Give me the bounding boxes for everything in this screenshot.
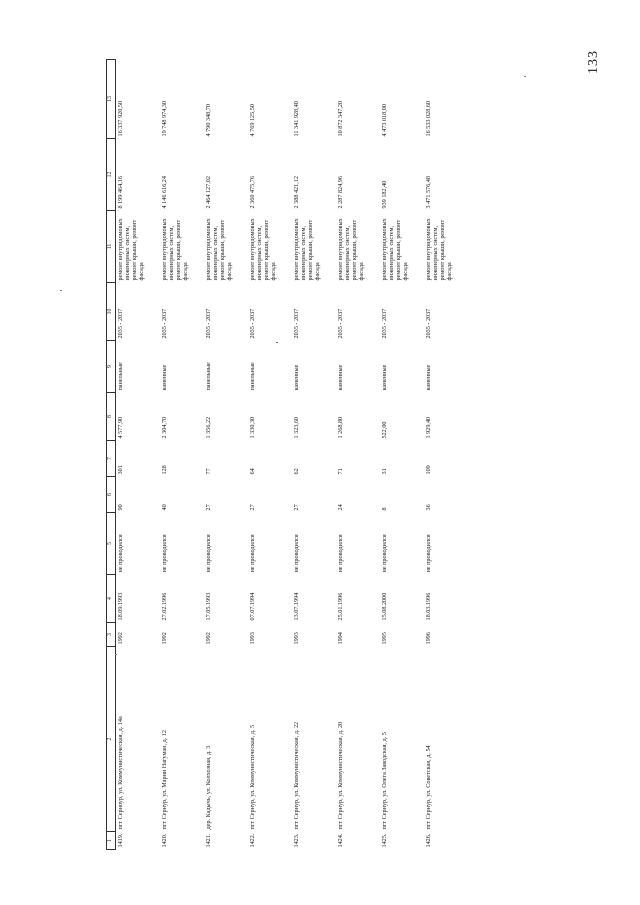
row-number-cell: 1423. xyxy=(292,833,300,848)
wall-material-cell: каменные xyxy=(336,364,344,391)
table-row xyxy=(336,60,380,850)
address-cell: пгт Сернур, ул. Коммунистическая, д. 22 xyxy=(292,721,300,830)
residents-count-cell: 301 xyxy=(117,465,124,475)
row-number-cell: 1420. xyxy=(160,833,168,848)
commission-date-cell: 15.08.2000 xyxy=(380,592,388,621)
total-cost-cell: 4 769 125,50 xyxy=(248,104,256,137)
commission-date-cell: 07.07.1994 xyxy=(248,592,256,621)
column-header: 12 xyxy=(107,139,116,211)
address-cell: пгт Сернур, ул. Коммунистическая, д. 20 xyxy=(336,721,344,830)
inspection-status-cell: не проводился xyxy=(160,534,168,573)
address-cell: пгт Сернур, ул. Коммунистическая, д. 5 xyxy=(248,724,256,830)
cost-estimate-cell: 3 471 576,48 xyxy=(424,176,432,209)
table-row xyxy=(248,60,292,850)
total-area-cell: 1 356,22 xyxy=(204,416,212,439)
year-built-cell: 1992 xyxy=(204,632,212,645)
apartments-count-cell: 40 xyxy=(160,504,168,511)
repair-period-cell: 2035 - 2037 xyxy=(204,308,212,339)
column-header: 10 xyxy=(107,283,116,341)
total-cost-cell: 10 872 347,20 xyxy=(336,100,344,137)
repair-works-cell: ремонт внутридомовых инженерных систем, ремонт крыши, ремонт фасада xyxy=(336,218,365,281)
total-cost-cell: 16 533 028,60 xyxy=(424,100,432,137)
repair-works-cell: ремонт внутридомовых инженерных систем, ремонт крыши, ремонт фасада xyxy=(380,218,409,281)
repair-period-cell: 2035 - 2037 xyxy=(117,308,124,339)
year-built-cell: 1996 xyxy=(424,632,432,645)
row-number-cell: 1419. xyxy=(117,833,124,848)
address-cell: пгт Сернур, ул. Советская, д. 54 xyxy=(424,745,432,830)
total-area-cell: 2 304,70 xyxy=(160,416,168,439)
wall-material-cell: панельные xyxy=(248,362,256,391)
table-row xyxy=(424,60,468,850)
total-cost-cell: 4 790 348,70 xyxy=(204,104,212,137)
table-row xyxy=(116,60,160,850)
inspection-status-cell: не проводился xyxy=(336,534,344,573)
column-header: 6 xyxy=(107,477,116,513)
repair-period-cell: 2035 - 2037 xyxy=(160,308,168,339)
repair-works-cell: ремонт внутридомовых инженерных систем, ремонт крыши, ремонт фасада xyxy=(248,218,277,281)
table-body xyxy=(116,60,468,850)
residents-count-cell: 128 xyxy=(160,465,168,475)
table-row xyxy=(204,60,248,850)
commission-date-cell: 18.03.1996 xyxy=(424,592,432,621)
address-cell: пгт Сернур, ул. Олега Заводская, д. 5 xyxy=(380,732,388,830)
apartments-count-cell: 8 xyxy=(380,507,388,511)
column-header: 2 xyxy=(107,647,116,832)
cost-estimate-cell: 2 287 824,96 xyxy=(336,176,344,209)
cost-estimate-cell: 2 388 421,12 xyxy=(292,176,300,209)
row-number-cell: 1425. xyxy=(380,833,388,848)
repair-period-cell: 2035 - 2037 xyxy=(336,308,344,339)
commission-date-cell: 27.02.1996 xyxy=(160,592,168,621)
column-header: 1 xyxy=(107,832,116,850)
column-header: 7 xyxy=(107,441,116,477)
residents-count-cell: 109 xyxy=(424,465,432,475)
column-header: 11 xyxy=(107,211,116,283)
total-area-cell: 1 323,60 xyxy=(292,416,300,439)
commission-date-cell: 18.09.1993 xyxy=(117,592,124,621)
repair-works-cell: ремонт внутридомовых инженерных систем, ремонт крыши, ремонт фасада xyxy=(292,218,321,281)
commission-date-cell: 25.01.1996 xyxy=(336,592,344,621)
row-number-cell: 1421. xyxy=(204,833,212,848)
repair-period-cell: 2035 - 2037 xyxy=(292,308,300,339)
apartments-count-cell: 24 xyxy=(336,504,344,511)
inspection-status-cell: не проводился xyxy=(117,534,124,573)
total-area-cell: 1 929,40 xyxy=(424,416,432,439)
wall-material-cell: панельные xyxy=(117,362,124,391)
address-cell: пгт Сернур, ул. Марии Нагуман, д. 12 xyxy=(160,730,168,830)
year-built-cell: 1994 xyxy=(336,632,344,645)
wall-material-cell: каменные xyxy=(424,364,432,391)
table-row xyxy=(380,60,424,850)
year-built-cell: 1992 xyxy=(117,632,124,645)
wall-material-cell: каменные xyxy=(160,364,168,391)
buildings-table xyxy=(106,59,468,850)
repair-works-cell: ремонт внутридомовых инженерных систем, ремонт крыши, ремонт фасада xyxy=(117,218,146,281)
year-built-cell: 1993 xyxy=(248,632,256,645)
residents-count-cell: 64 xyxy=(248,468,256,475)
apartments-count-cell: 27 xyxy=(204,504,212,511)
residents-count-cell: 77 xyxy=(204,468,212,475)
table-row xyxy=(160,60,204,850)
total-area-cell: 522,00 xyxy=(380,421,388,439)
wall-material-cell: каменные xyxy=(292,364,300,391)
column-header: 9 xyxy=(107,341,116,393)
rotated-table-container xyxy=(106,60,526,850)
total-cost-cell: 4 473 018,00 xyxy=(380,104,388,137)
repair-period-cell: 2035 - 2037 xyxy=(424,308,432,339)
row-number-cell: 1426. xyxy=(424,833,432,848)
cost-estimate-cell: 8 199 464,16 xyxy=(117,176,124,209)
residents-count-cell: 71 xyxy=(336,468,344,475)
year-built-cell: 1995 xyxy=(380,632,388,645)
inspection-status-cell: не проводился xyxy=(248,534,256,573)
total-cost-cell: 19 748 974,30 xyxy=(160,100,168,137)
repair-period-cell: 2035 - 2037 xyxy=(380,308,388,339)
table-row xyxy=(292,60,336,850)
cost-estimate-cell: 4 146 616,24 xyxy=(160,176,168,209)
row-number-cell: 1422. xyxy=(248,833,256,848)
inspection-status-cell: не проводился xyxy=(204,534,212,573)
apartments-count-cell: 27 xyxy=(292,504,300,511)
apartments-count-cell: 27 xyxy=(248,504,256,511)
total-cost-cell: 16 337 920,50 xyxy=(117,100,124,137)
address-cell: дер. Кадычь, ул. Колхозная, д. 3 xyxy=(204,745,212,830)
column-header: 8 xyxy=(107,393,116,441)
inspection-status-cell: не проводился xyxy=(380,534,388,573)
cost-estimate-cell: 2 360 475,76 xyxy=(248,176,256,209)
year-built-cell: 1992 xyxy=(160,632,168,645)
scan-speck xyxy=(60,290,62,291)
column-header: 4 xyxy=(107,575,116,623)
year-built-cell: 1993 xyxy=(292,632,300,645)
commission-date-cell: 17.05.1993 xyxy=(204,592,212,621)
row-number-cell: 1424. xyxy=(336,833,344,848)
commission-date-cell: 13.07.1994 xyxy=(292,592,300,621)
page-number: 133 xyxy=(586,50,601,74)
residents-count-cell: 62 xyxy=(292,468,300,475)
address-cell: пгт Серноур, ул. Коммунистическая, д. 14а xyxy=(117,716,124,830)
total-cost-cell: 11 341 928,40 xyxy=(292,101,300,137)
scan-speck xyxy=(276,342,278,343)
total-area-cell: 4 577,90 xyxy=(117,416,124,439)
inspection-status-cell: не проводился xyxy=(424,534,432,573)
repair-works-cell: ремонт внутридомовых инженерных систем, ремонт крыши, ремонт фасада xyxy=(204,218,233,281)
apartments-count-cell: 36 xyxy=(424,504,432,511)
column-header: 5 xyxy=(107,513,116,575)
repair-works-cell: ремонт внутридомовых инженерных систем, ремонт крыши, ремонт фасада xyxy=(160,218,189,281)
column-header: 13 xyxy=(107,60,116,139)
repair-works-cell: ремонт внутридомовых инженерных систем, ремонт крыши, ремонт фасада xyxy=(424,218,453,281)
wall-material-cell: панельные xyxy=(204,362,212,391)
total-area-cell: 1 330,30 xyxy=(248,416,256,439)
repair-period-cell: 2035 - 2037 xyxy=(248,308,256,339)
table-header xyxy=(107,60,116,850)
total-area-cell: 1 268,80 xyxy=(336,416,344,439)
scan-speck xyxy=(115,654,117,655)
column-header: 3 xyxy=(107,623,116,647)
cost-estimate-cell: 939 182,40 xyxy=(380,180,388,209)
inspection-status-cell: не проводился xyxy=(292,534,300,573)
scan-speck xyxy=(524,76,526,77)
apartments-count-cell: 90 xyxy=(117,504,124,511)
cost-estimate-cell: 2 464 127,02 xyxy=(204,176,212,209)
wall-material-cell: каменные xyxy=(380,364,388,391)
residents-count-cell: 31 xyxy=(380,468,388,475)
